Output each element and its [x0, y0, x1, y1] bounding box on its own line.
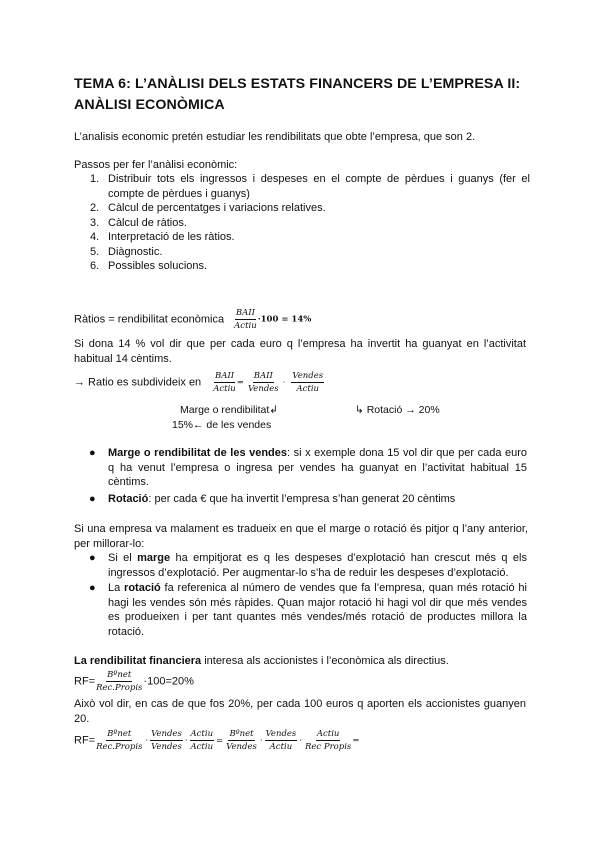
bullet-icon: ● — [89, 493, 96, 505]
bullet-marge-improve: ● Si el marge ha empitjorat es q les despeses d’explotació han crescut més q els ingressos d’explotació. Per augmentar-lo s’ha de reduir les despeses d’explotació. — [89, 552, 527, 579]
ratio-denominator: Actiu — [234, 321, 257, 331]
bullet-rotacio-improve: ● La rotació fa referenica al número de vendes que fa l’empresa, quan més rotació hi hagi les vendes són més ràpides. Quan major rotació hi hagi vol dir que més vendes es produeixen i per tant quantes més vendes/més rotació de productes millora la rotació. — [89, 582, 527, 638]
rf-formula: RF= $\frac{\text{Bºnet}}{\text{Rec.Propis}}$ ·100=20% — [74, 670, 194, 693]
bullet-marge: ● Marge o rendibilitat de les vendes: si x exemple dona 15 vol dir que per cada euro q ha venut l’empresa o ingresa per vendes ha guanyat en l’activitat habitual 15 cèntims. — [89, 447, 527, 488]
list-item: 6. Possibles solucions. — [90, 260, 208, 272]
vendes-percent-label: 15%← de les vendes — [172, 419, 272, 431]
rf-explanation: Això vol dir, en cas de que fos 20%, per cada 100 euros q aporten els accionistes guanyen 20. — [74, 698, 526, 725]
subdivide-formula: → Ratio es subdivideix en $\frac{\text{BAII}}{\text{Actiu}}$ = $\frac{\text{BAII}}{\text{Vendes}}$ · $\frac{\text{Vendes}}{\text{Actiu}}$ — [74, 371, 324, 394]
rf-expanded-formula: RF= $\frac{\text{Bºnet}}{\text{Rec.Propis}}$ · $\frac{\text{Vendes}}{\text{Vendes}}$ · $\frac{\text{Actiu}}{\text{Actiu}}$ = $\frac{\text{Bºnet}}{\text{Vendes}}$ · $\frac{\text{Vendes}}{\text{Actiu}}$ · $\frac{\text{Actiu}}{\text{Rec Propis}}$ = — [74, 729, 360, 752]
intro-paragraph: L’analisis economic pretén estudiar les rendibilitats que obte l’empresa, que son 2. — [74, 131, 476, 143]
ratio-numerator: BAII — [235, 308, 255, 318]
ratio-formula: Ràtios = rendibilitat econòmica $\frac{\text{BAII}}{\text{Actiu}}$ ·100 = 14% — [74, 308, 312, 331]
financial-paragraph: La rendibilitat financiera interesa als accionistes i l’econòmica als directius. — [74, 655, 449, 667]
ratio-explanation: Si dona 14 % vol dir que per cada euro q l’empresa ha invertit ha guanyat en l’activitat habitual 14 cèntims. — [74, 338, 526, 365]
ratio-result: ·100 = 14% — [257, 314, 312, 325]
worse-paragraph: Si una empresa va malament es tradueix en que el marge o rotació és pitjor q l’any anterior, per millorar-lo: — [74, 523, 528, 550]
list-item: 4. Interpretació de les ràtios. — [90, 231, 235, 243]
list-item: 5. Diàgnostic. — [90, 245, 163, 258]
page-title: TEMA 6: L’ANÀLISI DELS ESTATS FINANCERS DE L’EMPRESA II: ANÀLISI ECONÒMICA — [74, 76, 521, 113]
steps-list — [74, 172, 530, 274]
bullet-rotacio: ● Rotació: per cada € que ha invertit l’empresa s’han generat 20 cèntims — [89, 493, 456, 505]
list-item: 3. Càlcul de ràtios. — [90, 216, 187, 229]
bullet-icon: ● — [89, 582, 96, 594]
bullet-icon: ● — [89, 552, 96, 564]
rotacio-label: ↳ Rotació → 20% — [355, 404, 440, 416]
steps-heading: Passos per fer l’anàlisi econòmic: — [74, 159, 238, 171]
marge-label: Marge o rendibilitat↲ — [180, 404, 279, 416]
bullet-icon: ● — [89, 447, 96, 459]
list-item: 1. Distribuir tots els ingressos i despeses en el compte de pèrdues i guanys (fer el compte de pèrdues i guanys) — [90, 173, 530, 200]
list-item: 2. Càlcul de percentatges i variacions relatives. — [90, 202, 326, 214]
